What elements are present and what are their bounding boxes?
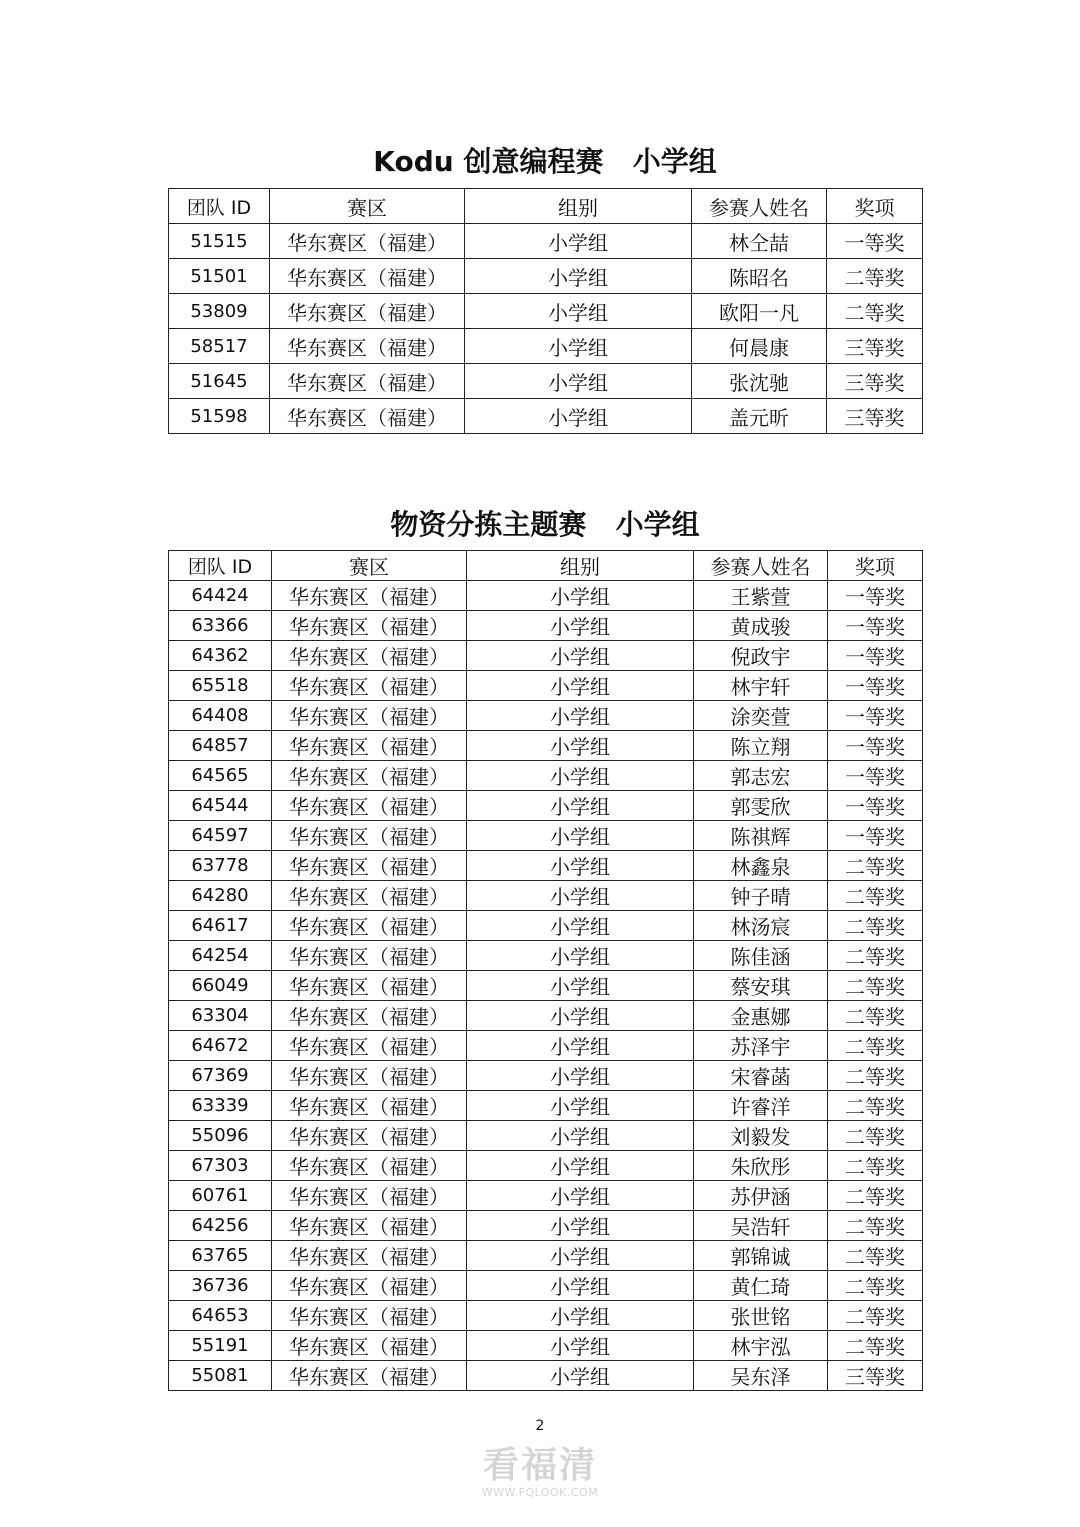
cell-award: 二等奖: [828, 1241, 923, 1271]
table-row: [169, 821, 923, 851]
table-row: [169, 581, 923, 611]
cell-award: 三等奖: [827, 399, 923, 434]
cell-team-id: 51645: [169, 364, 270, 399]
cell-group: 小学组: [467, 971, 694, 1001]
cell-participant: 吴浩轩: [694, 1211, 828, 1241]
cell-region: 华东赛区（福建）: [272, 1331, 467, 1361]
cell-group: 小学组: [467, 1241, 694, 1271]
cell-award: 一等奖: [828, 731, 923, 761]
cell-group: 小学组: [467, 1151, 694, 1181]
cell-participant: 蔡安琪: [694, 971, 828, 1001]
table-row: [169, 1001, 923, 1031]
cell-region: 华东赛区（福建）: [272, 941, 467, 971]
cell-region: 华东赛区（福建）: [272, 911, 467, 941]
table-header-row: [169, 189, 923, 224]
table-row: [169, 329, 923, 364]
cell-region: 华东赛区（福建）: [272, 821, 467, 851]
cell-group: 小学组: [467, 1031, 694, 1061]
page-number: 2: [535, 1418, 545, 1434]
cell-group: 小学组: [467, 1361, 694, 1391]
cell-region: 华东赛区（福建）: [270, 294, 465, 329]
cell-team-id: 65518: [169, 671, 272, 701]
table-row: [169, 294, 923, 329]
cell-region: 华东赛区（福建）: [272, 1121, 467, 1151]
cell-group: 小学组: [467, 1091, 694, 1121]
header-group: 组别: [467, 551, 694, 581]
cell-participant: 张世铭: [694, 1301, 828, 1331]
cell-region: 华东赛区（福建）: [270, 329, 465, 364]
cell-award: 一等奖: [828, 791, 923, 821]
cell-group: 小学组: [467, 941, 694, 971]
cell-group: 小学组: [467, 1271, 694, 1301]
table-row: [169, 851, 923, 881]
table-row: [169, 224, 923, 259]
table-row: [169, 761, 923, 791]
header-team-id: 团队 ID: [169, 189, 270, 224]
cell-group: 小学组: [465, 399, 692, 434]
table-row: [169, 881, 923, 911]
header-participant: 参赛人姓名: [694, 551, 828, 581]
cell-participant: 林汤宸: [694, 911, 828, 941]
cell-participant: 郭锦诚: [694, 1241, 828, 1271]
header-award: 奖项: [828, 551, 923, 581]
cell-team-id: 67303: [169, 1151, 272, 1181]
section1-title: Kodu 创意编程赛 小学组: [373, 145, 717, 178]
cell-group: 小学组: [467, 821, 694, 851]
table-row: [169, 1361, 923, 1391]
cell-region: 华东赛区（福建）: [272, 1151, 467, 1181]
cell-region: 华东赛区（福建）: [270, 399, 465, 434]
cell-participant: 何晨康: [692, 329, 827, 364]
cell-team-id: 64565: [169, 761, 272, 791]
cell-award: 一等奖: [828, 821, 923, 851]
cell-team-id: 64653: [169, 1301, 272, 1331]
cell-award: 二等奖: [828, 1001, 923, 1031]
table-row: [169, 611, 923, 641]
cell-group: 小学组: [467, 881, 694, 911]
cell-award: 一等奖: [828, 581, 923, 611]
cell-team-id: 64544: [169, 791, 272, 821]
table-row: [169, 971, 923, 1001]
table-row: [169, 911, 923, 941]
section2-title: 物资分拣主题赛 小学组: [390, 508, 700, 541]
cell-team-id: 53809: [169, 294, 270, 329]
cell-team-id: 55191: [169, 1331, 272, 1361]
cell-participant: 朱欣彤: [694, 1151, 828, 1181]
cell-region: 华东赛区（福建）: [272, 761, 467, 791]
cell-group: 小学组: [467, 1211, 694, 1241]
cell-region: 华东赛区（福建）: [272, 581, 467, 611]
cell-award: 二等奖: [828, 1151, 923, 1181]
cell-region: 华东赛区（福建）: [272, 1241, 467, 1271]
cell-participant: 陈祺辉: [694, 821, 828, 851]
section2-rows: [169, 581, 923, 1391]
table-row: [169, 1271, 923, 1301]
cell-region: 华东赛区（福建）: [272, 971, 467, 1001]
cell-group: 小学组: [467, 911, 694, 941]
cell-region: 华东赛区（福建）: [270, 224, 465, 259]
table-row: [169, 1121, 923, 1151]
watermark-text: 看福清: [482, 1445, 597, 1486]
cell-group: 小学组: [465, 224, 692, 259]
table-row: [169, 1181, 923, 1211]
cell-team-id: 66049: [169, 971, 272, 1001]
cell-award: 一等奖: [828, 701, 923, 731]
cell-team-id: 64256: [169, 1211, 272, 1241]
cell-participant: 陈昭名: [692, 259, 827, 294]
cell-region: 华东赛区（福建）: [272, 611, 467, 641]
table-row: [169, 259, 923, 294]
section1-rows: [169, 224, 923, 434]
cell-team-id: 64672: [169, 1031, 272, 1061]
cell-participant: 涂奕萱: [694, 701, 828, 731]
watermark-logo: [470, 1446, 610, 1499]
cell-team-id: 63366: [169, 611, 272, 641]
cell-group: 小学组: [467, 581, 694, 611]
cell-team-id: 55081: [169, 1361, 272, 1391]
cell-award: 一等奖: [828, 611, 923, 641]
cell-award: 一等奖: [828, 641, 923, 671]
cell-award: 二等奖: [828, 1031, 923, 1061]
cell-participant: 林宇轩: [694, 671, 828, 701]
cell-region: 华东赛区（福建）: [272, 1271, 467, 1301]
cell-region: 华东赛区（福建）: [272, 1181, 467, 1211]
table-row: [169, 671, 923, 701]
header-award: 奖项: [827, 189, 923, 224]
table-row: [169, 364, 923, 399]
cell-award: 二等奖: [827, 294, 923, 329]
cell-team-id: 36736: [169, 1271, 272, 1301]
cell-team-id: 63304: [169, 1001, 272, 1031]
cell-participant: 金惠娜: [694, 1001, 828, 1031]
table-row: [169, 1241, 923, 1271]
cell-team-id: 64408: [169, 701, 272, 731]
cell-group: 小学组: [465, 329, 692, 364]
cell-participant: 王紫萱: [694, 581, 828, 611]
cell-group: 小学组: [467, 1331, 694, 1361]
cell-participant: 欧阳一凡: [692, 294, 827, 329]
header-region: 赛区: [272, 551, 467, 581]
cell-region: 华东赛区（福建）: [272, 1211, 467, 1241]
cell-group: 小学组: [467, 671, 694, 701]
cell-group: 小学组: [467, 851, 694, 881]
cell-region: 华东赛区（福建）: [272, 1301, 467, 1331]
cell-award: 三等奖: [827, 364, 923, 399]
cell-participant: 苏伊涵: [694, 1181, 828, 1211]
cell-participant: 陈立翔: [694, 731, 828, 761]
cell-participant: 宋睿菡: [694, 1061, 828, 1091]
cell-team-id: 64362: [169, 641, 272, 671]
table-row: [169, 791, 923, 821]
table-row: [169, 1151, 923, 1181]
cell-award: 二等奖: [828, 1211, 923, 1241]
watermark-url: WWW.FQLOOK.COM: [481, 1486, 599, 1499]
cell-participant: 张沈驰: [692, 364, 827, 399]
section2-table: [168, 550, 923, 1391]
cell-team-id: 64424: [169, 581, 272, 611]
cell-region: 华东赛区（福建）: [272, 701, 467, 731]
table-row: [169, 1061, 923, 1091]
header-region: 赛区: [270, 189, 465, 224]
cell-region: 华东赛区（福建）: [270, 259, 465, 294]
cell-group: 小学组: [465, 294, 692, 329]
cell-participant: 林鑫泉: [694, 851, 828, 881]
cell-participant: 钟子晴: [694, 881, 828, 911]
cell-team-id: 63765: [169, 1241, 272, 1271]
cell-region: 华东赛区（福建）: [270, 364, 465, 399]
section1-table: [168, 188, 923, 434]
cell-award: 三等奖: [828, 1361, 923, 1391]
cell-award: 二等奖: [827, 259, 923, 294]
cell-group: 小学组: [467, 701, 694, 731]
cell-team-id: 64254: [169, 941, 272, 971]
table-row: [169, 1031, 923, 1061]
cell-award: 二等奖: [828, 1301, 923, 1331]
cell-group: 小学组: [467, 791, 694, 821]
table-row: [169, 941, 923, 971]
header-participant: 参赛人姓名: [692, 189, 827, 224]
cell-region: 华东赛区（福建）: [272, 1001, 467, 1031]
cell-award: 二等奖: [828, 1121, 923, 1151]
cell-group: 小学组: [467, 1061, 694, 1091]
cell-group: 小学组: [467, 761, 694, 791]
table-row: [169, 1301, 923, 1331]
table-row: [169, 399, 923, 434]
cell-participant: 林宇泓: [694, 1331, 828, 1361]
header-team-id: 团队 ID: [169, 551, 272, 581]
cell-group: 小学组: [467, 1181, 694, 1211]
cell-team-id: 64617: [169, 911, 272, 941]
table-row: [169, 641, 923, 671]
cell-award: 二等奖: [828, 851, 923, 881]
cell-region: 华东赛区（福建）: [272, 851, 467, 881]
cell-team-id: 63339: [169, 1091, 272, 1121]
cell-group: 小学组: [467, 1301, 694, 1331]
cell-award: 二等奖: [828, 1181, 923, 1211]
cell-region: 华东赛区（福建）: [272, 881, 467, 911]
cell-participant: 吴东泽: [694, 1361, 828, 1391]
cell-region: 华东赛区（福建）: [272, 1091, 467, 1121]
cell-group: 小学组: [467, 1121, 694, 1151]
cell-region: 华东赛区（福建）: [272, 641, 467, 671]
cell-participant: 黄仁琦: [694, 1271, 828, 1301]
cell-award: 二等奖: [828, 1091, 923, 1121]
cell-team-id: 51598: [169, 399, 270, 434]
cell-group: 小学组: [467, 611, 694, 641]
cell-award: 二等奖: [828, 971, 923, 1001]
table-row: [169, 701, 923, 731]
cell-participant: 陈佳涵: [694, 941, 828, 971]
cell-group: 小学组: [467, 1001, 694, 1031]
cell-award: 三等奖: [827, 329, 923, 364]
cell-participant: 倪政宇: [694, 641, 828, 671]
cell-participant: 许睿洋: [694, 1091, 828, 1121]
cell-award: 二等奖: [828, 941, 923, 971]
cell-region: 华东赛区（福建）: [272, 791, 467, 821]
cell-region: 华东赛区（福建）: [272, 1361, 467, 1391]
cell-award: 一等奖: [827, 224, 923, 259]
cell-region: 华东赛区（福建）: [272, 731, 467, 761]
cell-award: 二等奖: [828, 1331, 923, 1361]
cell-participant: 郭雯欣: [694, 791, 828, 821]
cell-region: 华东赛区（福建）: [272, 671, 467, 701]
cell-participant: 刘毅发: [694, 1121, 828, 1151]
cell-team-id: 63778: [169, 851, 272, 881]
cell-award: 二等奖: [828, 1271, 923, 1301]
cell-participant: 苏泽宇: [694, 1031, 828, 1061]
cell-award: 一等奖: [828, 671, 923, 701]
cell-group: 小学组: [467, 731, 694, 761]
cell-team-id: 55096: [169, 1121, 272, 1151]
cell-participant: 林仝喆: [692, 224, 827, 259]
cell-team-id: 51501: [169, 259, 270, 294]
table-row: [169, 1331, 923, 1361]
cell-award: 二等奖: [828, 881, 923, 911]
cell-group: 小学组: [465, 364, 692, 399]
cell-region: 华东赛区（福建）: [272, 1061, 467, 1091]
cell-team-id: 64857: [169, 731, 272, 761]
table-header-row: [169, 551, 923, 581]
cell-award: 二等奖: [828, 911, 923, 941]
cell-region: 华东赛区（福建）: [272, 1031, 467, 1061]
table-row: [169, 1211, 923, 1241]
cell-group: 小学组: [467, 641, 694, 671]
table-row: [169, 731, 923, 761]
table-row: [169, 1091, 923, 1121]
cell-award: 二等奖: [828, 1061, 923, 1091]
cell-award: 一等奖: [828, 761, 923, 791]
cell-group: 小学组: [465, 259, 692, 294]
cell-team-id: 51515: [169, 224, 270, 259]
cell-participant: 黄成骏: [694, 611, 828, 641]
cell-team-id: 64597: [169, 821, 272, 851]
cell-team-id: 58517: [169, 329, 270, 364]
cell-participant: 郭志宏: [694, 761, 828, 791]
cell-team-id: 64280: [169, 881, 272, 911]
cell-participant: 盖元昕: [692, 399, 827, 434]
header-group: 组别: [465, 189, 692, 224]
cell-team-id: 60761: [169, 1181, 272, 1211]
cell-team-id: 67369: [169, 1061, 272, 1091]
